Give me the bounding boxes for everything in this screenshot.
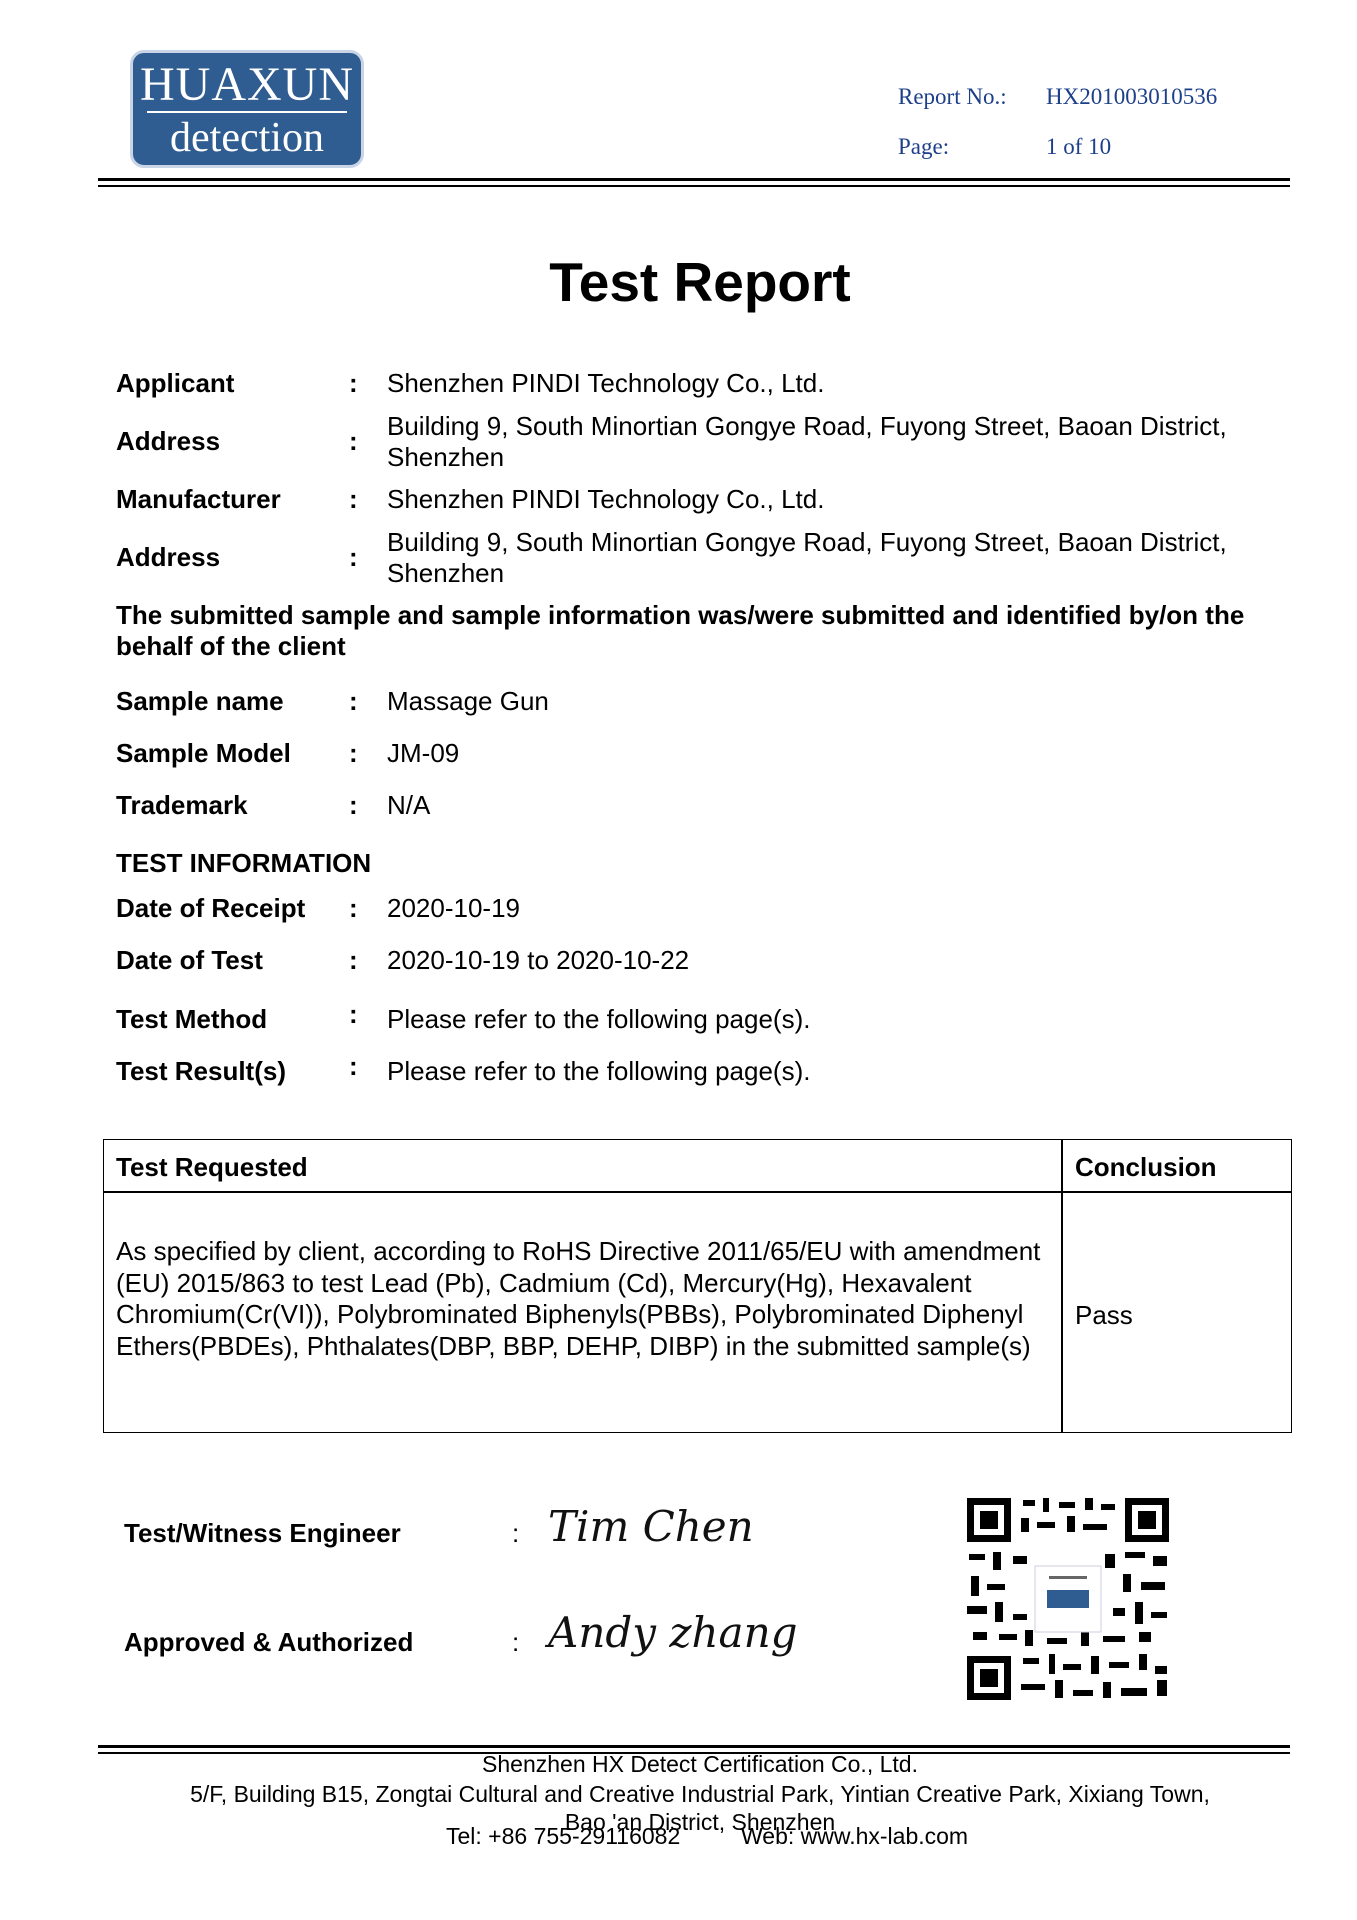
- qr-code-icon: [963, 1494, 1173, 1704]
- field-value: JM-09: [387, 738, 460, 768]
- footer-rule-thick: [98, 1745, 1290, 1748]
- approver-label: Approved & Authorized: [124, 1627, 414, 1657]
- field-colon: :: [349, 893, 358, 923]
- conclusion-header: Conclusion: [1075, 1152, 1217, 1182]
- field-colon: :: [349, 945, 358, 975]
- field-value: N/A: [387, 790, 431, 820]
- field-colon: :: [349, 426, 358, 456]
- footer-address-line1: 5/F, Building B15, Zongtai Cultural and Creative Industrial Park, Yintian Creative Park, Xixiang Town,: [190, 1781, 1210, 1807]
- approver-signature: Andy zhang: [548, 1608, 798, 1657]
- conclusion-value: Pass: [1075, 1300, 1133, 1330]
- test-method-field: [116, 999, 1296, 1034]
- test-requested-header: Test Requested: [116, 1152, 308, 1182]
- page-value: 1 of 10: [1046, 134, 1112, 159]
- page-title: Test Report: [549, 251, 851, 313]
- test-info-heading: TEST INFORMATION: [116, 848, 372, 878]
- field-value: 2020-10-19 to 2020-10-22: [387, 945, 690, 975]
- field-label: Trademark: [116, 790, 248, 820]
- field-value: Building 9, South Minortian Gongye Road, Fuyong Street, Baoan District, Shenzhen: [387, 527, 1227, 588]
- table-header-divider: [104, 1191, 1291, 1193]
- field-label: Manufacturer: [116, 484, 281, 514]
- date-of-test-field: [116, 945, 1296, 975]
- manufacturer-field: [116, 484, 1296, 514]
- company-logo: [130, 50, 364, 168]
- sample-notice: The submitted sample and sample information was/were submitted and identified by/on the behalf of the client: [116, 600, 1245, 661]
- field-label: Address: [116, 542, 221, 572]
- field-label: Sample name: [116, 686, 284, 716]
- field-colon: :: [349, 542, 358, 572]
- date-of-receipt-field: [116, 893, 1296, 923]
- field-value: 2020-10-19: [387, 893, 520, 923]
- field-label: Sample Model: [116, 738, 291, 768]
- field-value: Please refer to the following page(s).: [387, 1056, 811, 1086]
- logo-divider: [147, 111, 347, 113]
- test-requested-text: As specified by client, according to RoHS Directive 2011/65/EU with amendment (EU) 2015/863 to test Lead (Pb), Cadmium (Cd), Mercury(Hg), Hexavalent Chromium(Cr(VI)), Polybrominated Biphenyls(PBBs), Polybrominated Diphenyl Ethers(PBDEs), Phthalates(DBP, BBP, DEHP, DIBP) in the submitted sample(s): [116, 1236, 1041, 1361]
- field-label: Date of Test: [116, 945, 263, 975]
- field-colon: :: [349, 686, 358, 716]
- footer-company: Shenzhen HX Detect Certification Co., Ltd.: [482, 1751, 918, 1777]
- sample-name-field: [116, 686, 1296, 716]
- field-value: Shenzhen PINDI Technology Co., Ltd.: [387, 368, 825, 398]
- page-label: Page:: [898, 134, 950, 159]
- logo-subtitle: detection: [170, 115, 324, 161]
- table-column-divider: [1061, 1140, 1063, 1432]
- field-value: Building 9, South Minortian Gongye Road, Fuyong Street, Baoan District, Shenzhen: [387, 411, 1227, 472]
- footer-address-line2: Bao 'an District, Shenzhen: [564, 1809, 836, 1835]
- field-value: Please refer to the following page(s).: [387, 1004, 811, 1034]
- field-label: Test Result(s): [116, 1056, 286, 1086]
- test-conclusion-table: [103, 1139, 1292, 1433]
- field-colon: :: [349, 790, 358, 820]
- field-label: Address: [116, 426, 221, 456]
- sample-model-field: [116, 738, 1296, 768]
- field-colon: :: [349, 999, 358, 1029]
- header-rule-thick: [98, 178, 1290, 181]
- field-value: Massage Gun: [387, 686, 549, 716]
- applicant-field: [116, 368, 1296, 398]
- header-rule-thin: [98, 185, 1290, 187]
- footer-tel: Tel: +86 755-29116082: [446, 1823, 681, 1849]
- field-label: Test Method: [116, 1004, 268, 1034]
- logo-wordmark: HUAXUN: [140, 58, 354, 111]
- trademark-field: [116, 790, 1296, 820]
- report-no-value: HX201003010536: [1046, 84, 1218, 109]
- manufacturer-address-field: [116, 527, 1296, 588]
- field-colon: :: [349, 1051, 358, 1081]
- applicant-address-field: [116, 411, 1296, 472]
- test-results-field: [116, 1051, 1296, 1086]
- engineer-label: Test/Witness Engineer: [124, 1518, 401, 1548]
- engineer-colon: :: [512, 1518, 520, 1548]
- engineer-signature: Tim Chen: [548, 1502, 754, 1551]
- approver-colon: :: [512, 1627, 520, 1657]
- footer-web: Web: www.hx-lab.com: [741, 1823, 969, 1849]
- field-value: Shenzhen PINDI Technology Co., Ltd.: [387, 484, 825, 514]
- field-colon: :: [349, 368, 358, 398]
- field-label: Applicant: [116, 368, 235, 398]
- field-colon: :: [349, 484, 358, 514]
- field-label: Date of Receipt: [116, 893, 306, 923]
- field-colon: :: [349, 738, 358, 768]
- report-no-label: Report No.:: [898, 84, 1007, 109]
